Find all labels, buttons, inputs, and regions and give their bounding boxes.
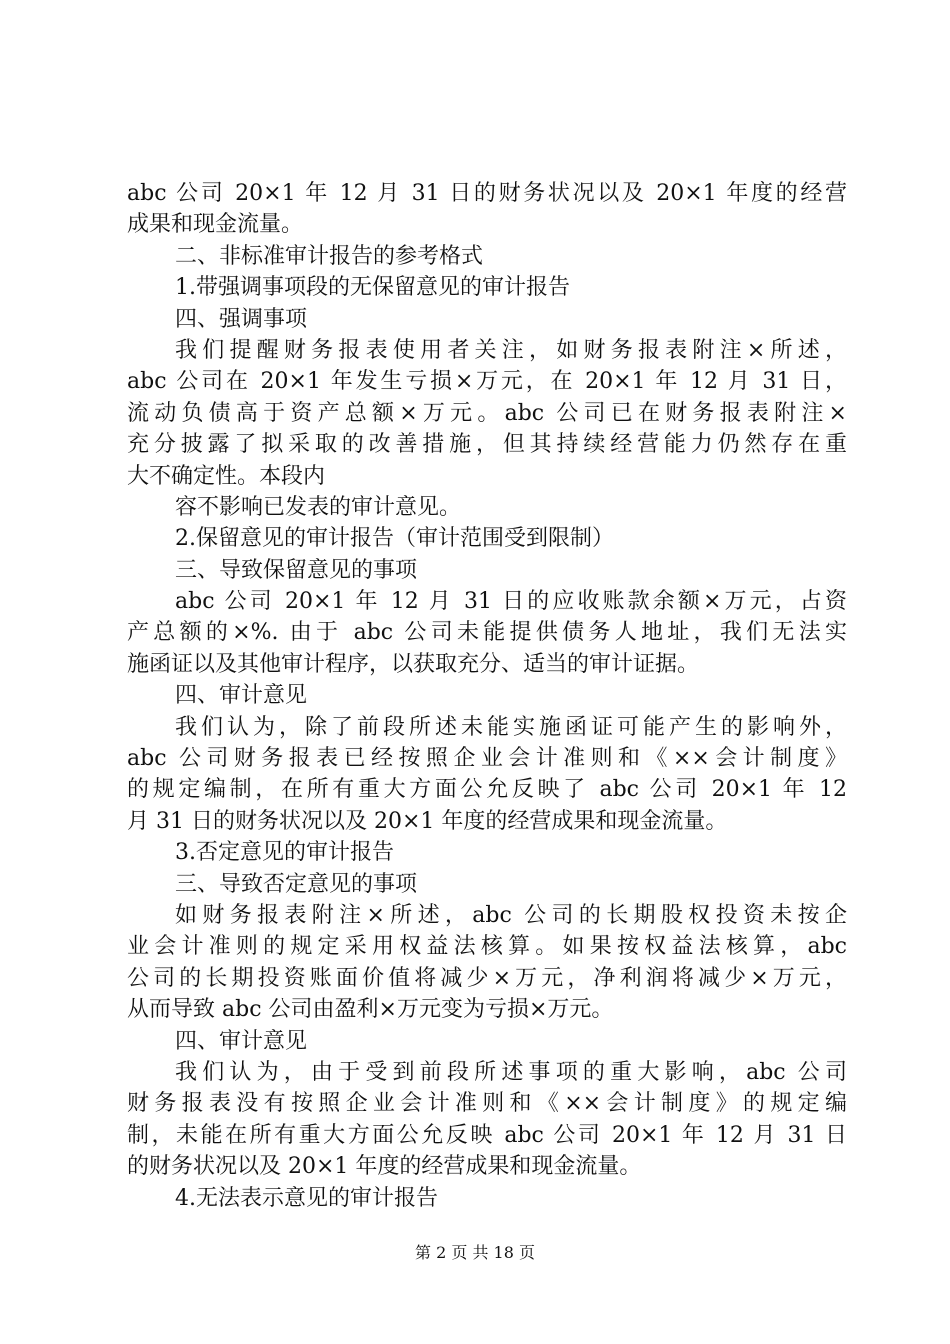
- paragraph-line: abc 公司财务报表已经按照企业会计准则和《××会计制度》: [127, 746, 847, 772]
- paragraph-line: 公司的长期投资账面价值将减少×万元，净利润将减少×万元，: [127, 965, 847, 991]
- paragraph-line: abc 公司 20×1 年 12 月 31 日的应收账款余额×万元，占资: [175, 589, 847, 615]
- paragraph-line: 大不确定性。本段内: [127, 463, 326, 489]
- paragraph-line: abc 公司 20×1 年 12 月 31 日的财务状况以及 20×1 年度的经营: [127, 181, 847, 206]
- section-heading: 二、非标准审计报告的参考格式: [175, 243, 484, 269]
- section-heading: 四、审计意见: [175, 1028, 308, 1054]
- paragraph-line: 容不影响已发表的审计意见。: [175, 494, 462, 520]
- paragraph-line: abc 公司在 20×1 年发生亏损×万元，在 20×1 年 12 月 31 日，: [127, 369, 847, 395]
- paragraph-line: 成果和现金流量。: [127, 212, 304, 238]
- paragraph-line: 我们认为，除了前段所述未能实施函证可能产生的影响外，: [175, 714, 847, 740]
- paragraph-line: 如财务报表附注×所述，abc 公司的长期股权投资未按企: [175, 902, 847, 928]
- section-heading: 四、审计意见: [175, 683, 308, 709]
- section-heading: 三、导致否定意见的事项: [175, 871, 418, 897]
- paragraph-line: 施函证以及其他审计程序，以获取充分、适当的审计证据。: [127, 651, 700, 677]
- subsection-heading: 3.否定意见的审计报告: [175, 840, 394, 866]
- paragraph-line: 的规定编制，在所有重大方面公允反映了 abc 公司 20×1 年 12: [127, 777, 847, 803]
- paragraph-line: 我们认为，由于受到前段所述事项的重大影响，abc 公司: [175, 1059, 847, 1085]
- paragraph-line: 产总额的×%. 由于 abc 公司未能提供债务人地址，我们无法实: [127, 620, 847, 646]
- paragraph-line: 月 31 日的财务状况以及 20×1 年度的经营成果和现金流量。: [127, 808, 728, 834]
- paragraph-line: 制，未能在所有重大方面公允反映 abc 公司 20×1 年 12 月 31 日: [127, 1122, 847, 1148]
- subsection-heading: 2.保留意见的审计报告（审计范围受到限制）: [175, 526, 614, 552]
- document-body: [127, 178, 847, 1214]
- paragraph-line: 我们提醒财务报表使用者关注，如财务报表附注×所述，: [175, 337, 847, 363]
- page-number: 第 2 页 共 18 页: [415, 1243, 535, 1262]
- subsection-heading: 4.无法表示意见的审计报告: [175, 1185, 438, 1211]
- section-heading: 四、强调事项: [175, 306, 308, 332]
- paragraph-line: 业会计准则的规定采用权益法核算。如果按权益法核算，abc: [127, 934, 847, 960]
- page-footer: [0, 1243, 950, 1263]
- paragraph-line: 充分披露了拟采取的改善措施，但其持续经营能力仍然存在重: [127, 432, 847, 458]
- subsection-heading: 1.带强调事项段的无保留意见的审计报告: [175, 275, 570, 301]
- paragraph-line: 从而导致 abc 公司由盈利×万元变为亏损×万元。: [127, 997, 614, 1023]
- section-heading: 三、导致保留意见的事项: [175, 557, 418, 583]
- paragraph-line: 的财务状况以及 20×1 年度的经营成果和现金流量。: [127, 1154, 642, 1180]
- paragraph-line: 财务报表没有按照企业会计准则和《××会计制度》的规定编: [127, 1091, 847, 1117]
- paragraph-line: 流动负债高于资产总额×万元。abc 公司已在财务报表附注×: [127, 400, 847, 426]
